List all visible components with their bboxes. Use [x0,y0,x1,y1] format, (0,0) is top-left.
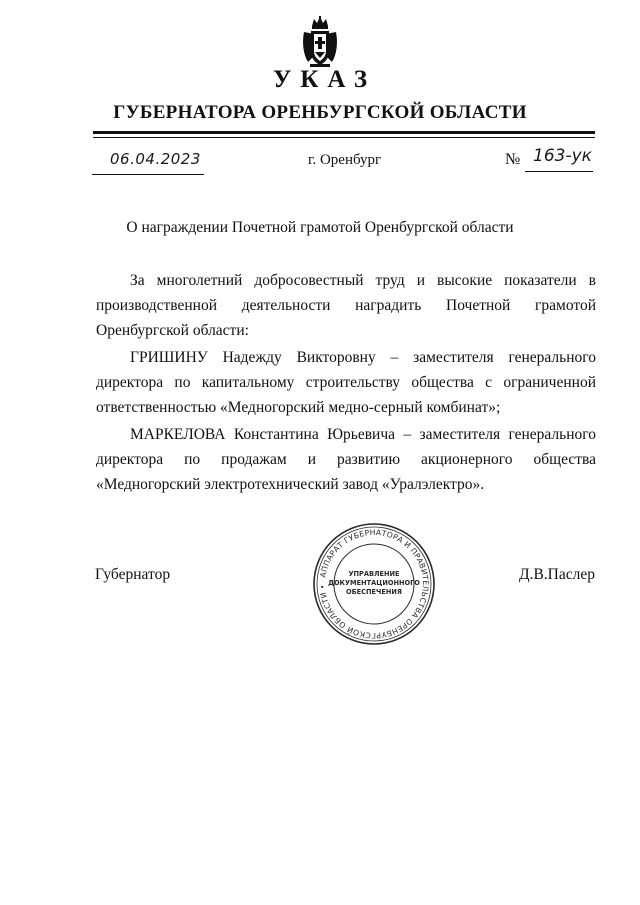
number-underline [525,171,593,172]
number-field [505,148,595,174]
number-sign: № [505,151,521,168]
document-type-title: УКАЗ [272,66,377,93]
body-paragraph: ГРИШИНУ Надежду Викторовну – заместителя генерального директора по капитальному строительству общества с ограниченной ответственностью «Медногорский медно-серный комбинат»; [96,349,596,416]
city-label: г. Оренбург [308,152,382,168]
document-subject: О награждении Почетной грамотой Оренбургской области [126,219,514,236]
date-field [92,150,204,175]
svg-text:ДОКУМЕНТАЦИОННОГО: ДОКУМЕНТАЦИОННОГО [328,579,420,587]
svg-text:УПРАВЛЕНИЕ: УПРАВЛЕНИЕ [348,570,400,578]
body-paragraph: МАРКЕЛОВА Константина Юрьевича – заместителя генерального директора по продажам и развитию акционерного общества «Медногорский электротехнический завод «Уралэлектро». [96,426,596,493]
document-body [96,268,596,499]
signer-name: Д.В.Паслер [519,566,595,583]
body-paragraph: За многолетний добросовестный труд и высокие показатели в производственной деятельности наградить Почетной грамотой Оренбургской области: [96,272,596,339]
handwritten-date: 06.04.2023 [110,150,201,168]
svg-text:АППАРАТ ГУБЕРНАТОРА И ПРАВИТЕЛ: АППАРАТ ГУБЕРНАТОРА И ПРАВИТЕЛЬСТВА ОРЕНБУРГСКОЙ ОБЛАСТИ • [317,527,431,641]
issuer-title: ГУБЕРНАТОРА ОРЕНБУРГСКОЙ ОБЛАСТИ [113,102,527,123]
official-seal [311,521,437,647]
coat-of-arms-icon [300,16,340,68]
signer-title: Губернатор [95,566,171,583]
header-divider-thin [93,137,595,138]
header-divider-thick [93,131,595,134]
svg-text:ОБЕСПЕЧЕНИЯ: ОБЕСПЕЧЕНИЯ [346,588,402,596]
handwritten-number: 163-ук [533,146,592,166]
